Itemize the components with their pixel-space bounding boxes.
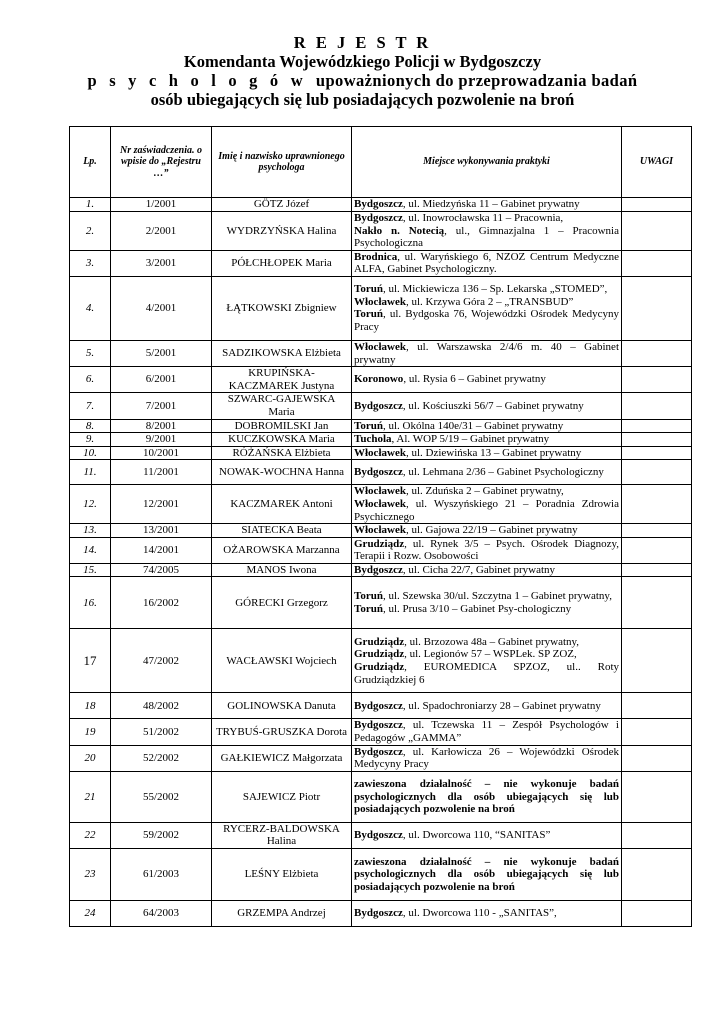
cell-certificate-number: 10/2001 xyxy=(111,446,212,460)
cell-certificate-number: 14/2001 xyxy=(111,537,212,563)
cell-psychologist-name: NOWAK-WOCHNA Hanna xyxy=(212,460,352,485)
cell-certificate-number: 8/2001 xyxy=(111,419,212,433)
practice-address-line xyxy=(354,212,619,225)
cell-practice-place xyxy=(352,524,622,538)
table-row xyxy=(70,367,692,393)
subtitle-psychologists xyxy=(0,71,725,90)
practice-address-line xyxy=(354,700,619,713)
cell-practice-place xyxy=(352,577,622,629)
cell-notes xyxy=(622,276,692,340)
table-row xyxy=(70,198,692,212)
cell-certificate-number: 6/2001 xyxy=(111,367,212,393)
cell-notes xyxy=(622,693,692,719)
cell-practice-place xyxy=(352,822,622,848)
practice-city: Bydgoszcz xyxy=(354,745,403,758)
cell-certificate-number: 3/2001 xyxy=(111,250,212,276)
cell-psychologist-name: GAŁKIEWICZ Małgorzata xyxy=(212,745,352,771)
practice-address: , ul. Dworcowa 110, “SANITAS” xyxy=(402,829,551,842)
cell-practice-place xyxy=(352,446,622,460)
cell-lp: 2. xyxy=(70,212,111,251)
practice-address: , ul. Rynek 3/5 – Psych. Ośrodek Diagnozy, Terapii i Rozw. Osobowości xyxy=(354,537,619,563)
practice-address-line xyxy=(354,198,619,211)
cell-certificate-number: 59/2002 xyxy=(111,822,212,848)
table-row xyxy=(70,460,692,485)
cell-lp: 13. xyxy=(70,524,111,538)
practice-address-line xyxy=(354,251,619,276)
cell-notes xyxy=(622,485,692,524)
practice-city: Włocławek xyxy=(354,524,406,537)
practice-address-line xyxy=(354,829,619,842)
cell-psychologist-name: GRZEMPA Andrzej xyxy=(212,901,352,927)
practice-address: , ul. Waryńskiego 6, NZOZ Centrum Medyczne ALFA, Gabinet Psychologiczny. xyxy=(354,250,619,276)
cell-lp: 10. xyxy=(70,446,111,460)
practice-address: , ul. Karłowicza 26 – Wojewódzki Ośrodek Medycyny Pracy xyxy=(354,745,619,771)
table-row xyxy=(70,563,692,577)
cell-practice-place xyxy=(352,719,622,745)
subtitle-scope: osób ubiegających się lub posiadających pozwolenie na broń xyxy=(150,90,575,109)
table-row xyxy=(70,393,692,419)
cell-notes xyxy=(622,446,692,460)
cell-certificate-number: 9/2001 xyxy=(111,433,212,447)
table-row xyxy=(70,446,692,460)
cell-practice-place xyxy=(352,485,622,524)
cell-psychologist-name: RYCERZ-BALDOWSKA Halina xyxy=(212,822,352,848)
cell-certificate-number: 4/2001 xyxy=(111,276,212,340)
practice-city: Bydgoszcz xyxy=(354,563,403,576)
table-row xyxy=(70,745,692,771)
practice-address: , ul. Tczewska 11 – Zespół Psychologów i Pedagogów „GAMMA” xyxy=(354,719,619,745)
practice-address: , ul. Gajowa 22/19 – Gabinet prywatny xyxy=(405,524,578,537)
cell-notes xyxy=(622,745,692,771)
table-row xyxy=(70,433,692,447)
cell-psychologist-name: RÓŻAŃSKA Elżbieta xyxy=(212,446,352,460)
cell-practice-place xyxy=(352,629,622,693)
practice-address: , ul. Mickiewicza 136 – Sp. Lekarska „STOMED”, xyxy=(382,283,608,296)
practice-address-line xyxy=(354,590,619,603)
cell-certificate-number: 52/2002 xyxy=(111,745,212,771)
table-row xyxy=(70,524,692,538)
cell-notes xyxy=(622,460,692,485)
table-row xyxy=(70,849,692,901)
cell-psychologist-name: GÓRECKI Grzegorz xyxy=(212,577,352,629)
practice-address-line xyxy=(354,296,619,309)
practice-address: , ul. Miedzyńska 11 – Gabinet prywatny xyxy=(402,198,580,211)
practice-city: Włocławek xyxy=(354,340,406,353)
cell-notes xyxy=(622,629,692,693)
cell-practice-place xyxy=(352,250,622,276)
cell-psychologist-name: PÓŁCHŁOPEK Maria xyxy=(212,250,352,276)
practice-address: , ul., Gimnazjalna 1 – Pracownia Psychologiczna xyxy=(354,224,619,250)
table-row xyxy=(70,276,692,340)
col-header-certificate-number: Nr zaświadczenia. o wpisie do „Rejestru …” xyxy=(111,127,212,198)
col-header-practice-place: Miejsce wykonywania praktyki xyxy=(352,127,622,198)
table-row xyxy=(70,340,692,366)
practice-city: Toruń xyxy=(354,419,383,432)
cell-psychologist-name: MANOS Iwona xyxy=(212,563,352,577)
cell-lp: 15. xyxy=(70,563,111,577)
practice-address-line xyxy=(354,341,619,366)
cell-lp: 16. xyxy=(70,577,111,629)
practice-city: Grudziądz xyxy=(354,537,405,550)
table-row xyxy=(70,719,692,745)
table-row xyxy=(70,771,692,822)
cell-psychologist-name: DOBROMILSKI Jan xyxy=(212,419,352,433)
cell-lp: 7. xyxy=(70,393,111,419)
cell-notes xyxy=(622,822,692,848)
table-row xyxy=(70,419,692,433)
cell-practice-place xyxy=(352,433,622,447)
practice-city: Bydgoszcz xyxy=(354,198,403,211)
cell-certificate-number: 64/2003 xyxy=(111,901,212,927)
practice-city: Koronowo xyxy=(354,373,404,386)
cell-lp: 12. xyxy=(70,485,111,524)
practice-city: zawieszona działalność – nie wykonuje badań psychologicznych dla osób ubiegających się lub posiadających pozwolenie na broń xyxy=(354,855,619,893)
practice-address-line xyxy=(354,225,619,250)
practice-city: Bydgoszcz xyxy=(354,719,403,732)
practice-city: Włocławek xyxy=(354,295,406,308)
practice-address-line xyxy=(354,603,619,616)
practice-address: , EUROMEDICA SPZOZ, ul.. Roty Grudziądzkiej 6 xyxy=(354,660,619,686)
cell-certificate-number: 1/2001 xyxy=(111,198,212,212)
cell-lp: 4. xyxy=(70,276,111,340)
cell-psychologist-name: SAJEWICZ Piotr xyxy=(212,771,352,822)
practice-address-line xyxy=(354,907,619,920)
practice-address-line xyxy=(354,420,619,433)
practice-address-line xyxy=(354,466,619,479)
cell-psychologist-name: LEŚNY Elżbieta xyxy=(212,849,352,901)
cell-notes xyxy=(622,849,692,901)
table-row xyxy=(70,537,692,563)
cell-notes xyxy=(622,433,692,447)
cell-psychologist-name: KRUPIŃSKA-KACZMAREK Justyna xyxy=(212,367,352,393)
practice-address-line xyxy=(354,283,619,296)
cell-certificate-number: 13/2001 xyxy=(111,524,212,538)
cell-notes xyxy=(622,250,692,276)
practice-address-line xyxy=(354,636,619,649)
cell-notes xyxy=(622,393,692,419)
table-row xyxy=(70,629,692,693)
practice-city: Grudziądz xyxy=(354,635,405,648)
cell-psychologist-name: WACŁAWSKI Wojciech xyxy=(212,629,352,693)
cell-notes xyxy=(622,524,692,538)
cell-lp: 11. xyxy=(70,460,111,485)
practice-city: Bydgoszcz xyxy=(354,907,403,920)
register-title: R E J E S T R xyxy=(293,33,432,52)
practice-city: Włocławek xyxy=(354,485,406,498)
practice-city: Bydgoszcz xyxy=(354,699,403,712)
practice-address-line xyxy=(354,648,619,661)
cell-psychologist-name: KACZMAREK Antoni xyxy=(212,485,352,524)
cell-practice-place xyxy=(352,745,622,771)
practice-address-line xyxy=(354,778,619,816)
practice-address-line xyxy=(354,373,619,386)
cell-certificate-number: 7/2001 xyxy=(111,393,212,419)
practice-address: , ul. Wyszyńskiego 21 – Poradnia Zdrowia Psychicznego xyxy=(354,497,619,523)
cell-lp: 5. xyxy=(70,340,111,366)
practice-address-line xyxy=(354,485,619,498)
practice-address: , ul. Dziewińska 13 – Gabinet prywatny xyxy=(405,446,582,459)
cell-certificate-number: 55/2002 xyxy=(111,771,212,822)
cell-practice-place xyxy=(352,901,622,927)
cell-lp: 8. xyxy=(70,419,111,433)
cell-practice-place xyxy=(352,537,622,563)
cell-practice-place xyxy=(352,367,622,393)
cell-notes xyxy=(622,340,692,366)
practice-city: Grudziądz xyxy=(354,648,405,661)
table-row xyxy=(70,901,692,927)
cell-psychologist-name: OŻAROWSKA Marzanna xyxy=(212,537,352,563)
authority-title: Komendanta Wojewódzkiego Policji w Bydgoszczy xyxy=(183,52,542,71)
subtitle-spaced-word: p s y c h o l o g ó w xyxy=(87,71,307,90)
table-row xyxy=(70,485,692,524)
practice-city: Włocławek xyxy=(354,497,406,510)
cell-lp: 23 xyxy=(70,849,111,901)
practice-address: , ul. Zduńska 2 – Gabinet prywatny, xyxy=(405,485,564,498)
practice-city: Bydgoszcz xyxy=(354,829,403,842)
practice-address: , ul. Kościuszki 56/7 – Gabinet prywatny xyxy=(402,399,584,412)
cell-psychologist-name: WYDRZYŃSKA Halina xyxy=(212,212,352,251)
cell-lp: 1. xyxy=(70,198,111,212)
practice-address-line xyxy=(354,719,619,744)
practice-address: , ul. Lehmana 2/36 – Gabinet Psychologiczny xyxy=(402,466,604,479)
cell-certificate-number: 48/2002 xyxy=(111,693,212,719)
practice-city: Toruń xyxy=(354,283,383,296)
practice-city: Bydgoszcz xyxy=(354,212,403,224)
cell-certificate-number: 51/2002 xyxy=(111,719,212,745)
cell-certificate-number: 11/2001 xyxy=(111,460,212,485)
practice-city: zawieszona działalność – nie wykonuje badań psychologicznych dla osób ubiegających się lub posiadających pozwolenie na broń xyxy=(354,777,619,816)
cell-lp: 3. xyxy=(70,250,111,276)
cell-lp: 21 xyxy=(70,771,111,822)
practice-address: , ul. Prusa 3/10 – Gabinet Psy-chologiczny xyxy=(382,602,572,615)
practice-address: , ul. Bydgoska 76, Wojewódzki Ośrodek Medycyny Pracy xyxy=(354,308,619,334)
practice-address-line xyxy=(354,308,619,333)
practice-address: , ul. Warszawska 2/4/6 m. 40 – Gabinet prywatny xyxy=(354,340,619,366)
practice-address: , ul. Brzozowa 48a – Gabinet prywatny, xyxy=(404,635,580,648)
cell-practice-place xyxy=(352,460,622,485)
subtitle-rest: upoważnionych do przeprowadzania badań xyxy=(315,71,638,90)
col-header-name: Imię i nazwisko uprawnionego psychologa xyxy=(212,127,352,198)
practice-city: Tuchola xyxy=(354,433,392,446)
practice-city: Brodnica xyxy=(354,250,398,263)
cell-certificate-number: 47/2002 xyxy=(111,629,212,693)
practice-city: Toruń xyxy=(354,590,383,603)
table-row xyxy=(70,212,692,251)
cell-lp: 17 xyxy=(70,629,111,693)
cell-lp: 6. xyxy=(70,367,111,393)
cell-certificate-number: 12/2001 xyxy=(111,485,212,524)
cell-notes xyxy=(622,537,692,563)
table-row xyxy=(70,822,692,848)
practice-address-line xyxy=(354,524,619,537)
cell-practice-place xyxy=(352,212,622,251)
practice-address-line xyxy=(354,746,619,771)
cell-notes xyxy=(622,419,692,433)
cell-practice-place xyxy=(352,198,622,212)
cell-notes xyxy=(622,577,692,629)
cell-psychologist-name: SZWARC-GAJEWSKA Maria xyxy=(212,393,352,419)
practice-address-line xyxy=(354,498,619,523)
cell-lp: 24 xyxy=(70,901,111,927)
cell-psychologist-name: TRYBUŚ-GRUSZKA Dorota xyxy=(212,719,352,745)
practice-address: , ul. Legionów 57 – WSPLek. SP ZOZ, xyxy=(404,648,577,661)
cell-certificate-number: 61/2003 xyxy=(111,849,212,901)
practice-address-line xyxy=(354,856,619,894)
practice-address: , ul. Dworcowa 110 - „SANITAS”, xyxy=(402,907,557,920)
cell-psychologist-name: GÖTZ Józef xyxy=(212,198,352,212)
cell-certificate-number: 2/2001 xyxy=(111,212,212,251)
cell-practice-place xyxy=(352,393,622,419)
cell-notes xyxy=(622,563,692,577)
practice-address: , ul. Rysia 6 – Gabinet prywatny xyxy=(403,373,546,386)
cell-practice-place xyxy=(352,419,622,433)
cell-practice-place xyxy=(352,563,622,577)
cell-certificate-number: 5/2001 xyxy=(111,340,212,366)
table-row xyxy=(70,577,692,629)
practice-address: , ul. Inowrocławska 11 – Pracownia, xyxy=(402,212,564,224)
practice-city: Bydgoszcz xyxy=(354,466,403,479)
cell-practice-place xyxy=(352,340,622,366)
table-header-row xyxy=(70,127,692,198)
cell-notes xyxy=(622,198,692,212)
practice-city: Bydgoszcz xyxy=(354,399,403,412)
cell-lp: 14. xyxy=(70,537,111,563)
cell-lp: 18 xyxy=(70,693,111,719)
practice-address: , Al. WOP 5/19 – Gabinet prywatny xyxy=(391,433,550,446)
practice-address-line xyxy=(354,433,619,446)
cell-notes xyxy=(622,901,692,927)
col-header-lp: Lp. xyxy=(70,127,111,198)
practice-address: , ul. Szewska 30/ul. Szczytna 1 – Gabinet prywatny, xyxy=(382,590,612,603)
practice-city: Toruń xyxy=(354,602,383,615)
practice-city: Nakło n. Notecią xyxy=(354,224,445,237)
practice-address-line xyxy=(354,447,619,460)
practice-address-line xyxy=(354,564,619,577)
cell-notes xyxy=(622,719,692,745)
practice-city: Toruń xyxy=(354,308,383,321)
cell-psychologist-name: GOLINOWSKA Danuta xyxy=(212,693,352,719)
practice-address: , ul. Spadochroniarzy 28 – Gabinet prywatny xyxy=(402,699,601,712)
register-table xyxy=(69,126,692,927)
cell-practice-place xyxy=(352,849,622,901)
practice-address-line xyxy=(354,661,619,686)
practice-address: , ul. Cicha 22/7, Gabinet prywatny xyxy=(402,563,556,576)
cell-psychologist-name: SADZIKOWSKA Elżbieta xyxy=(212,340,352,366)
cell-practice-place xyxy=(352,693,622,719)
cell-lp: 22 xyxy=(70,822,111,848)
practice-address-line xyxy=(354,400,619,413)
cell-practice-place xyxy=(352,276,622,340)
practice-address: , ul. Okólna 140e/31 – Gabinet prywatny xyxy=(382,419,564,432)
cell-notes xyxy=(622,212,692,251)
col-header-notes: UWAGI xyxy=(622,127,692,198)
table-row xyxy=(70,250,692,276)
practice-address: , ul. Krzywa Góra 2 – „TRANSBUD” xyxy=(405,295,574,308)
practice-city: Grudziądz xyxy=(354,660,405,673)
cell-psychologist-name: SIATECKA Beata xyxy=(212,524,352,538)
cell-notes xyxy=(622,771,692,822)
practice-address-line xyxy=(354,538,619,563)
cell-lp: 9. xyxy=(70,433,111,447)
practice-city: Włocławek xyxy=(354,446,406,459)
cell-practice-place xyxy=(352,771,622,822)
table-body xyxy=(70,198,692,927)
cell-certificate-number: 16/2002 xyxy=(111,577,212,629)
cell-lp: 20 xyxy=(70,745,111,771)
table-row xyxy=(70,693,692,719)
cell-notes xyxy=(622,367,692,393)
cell-psychologist-name: KUCZKOWSKA Maria xyxy=(212,433,352,447)
cell-certificate-number: 74/2005 xyxy=(111,563,212,577)
document-header xyxy=(0,33,725,109)
cell-lp: 19 xyxy=(70,719,111,745)
cell-psychologist-name: ŁĄTKOWSKI Zbigniew xyxy=(212,276,352,340)
